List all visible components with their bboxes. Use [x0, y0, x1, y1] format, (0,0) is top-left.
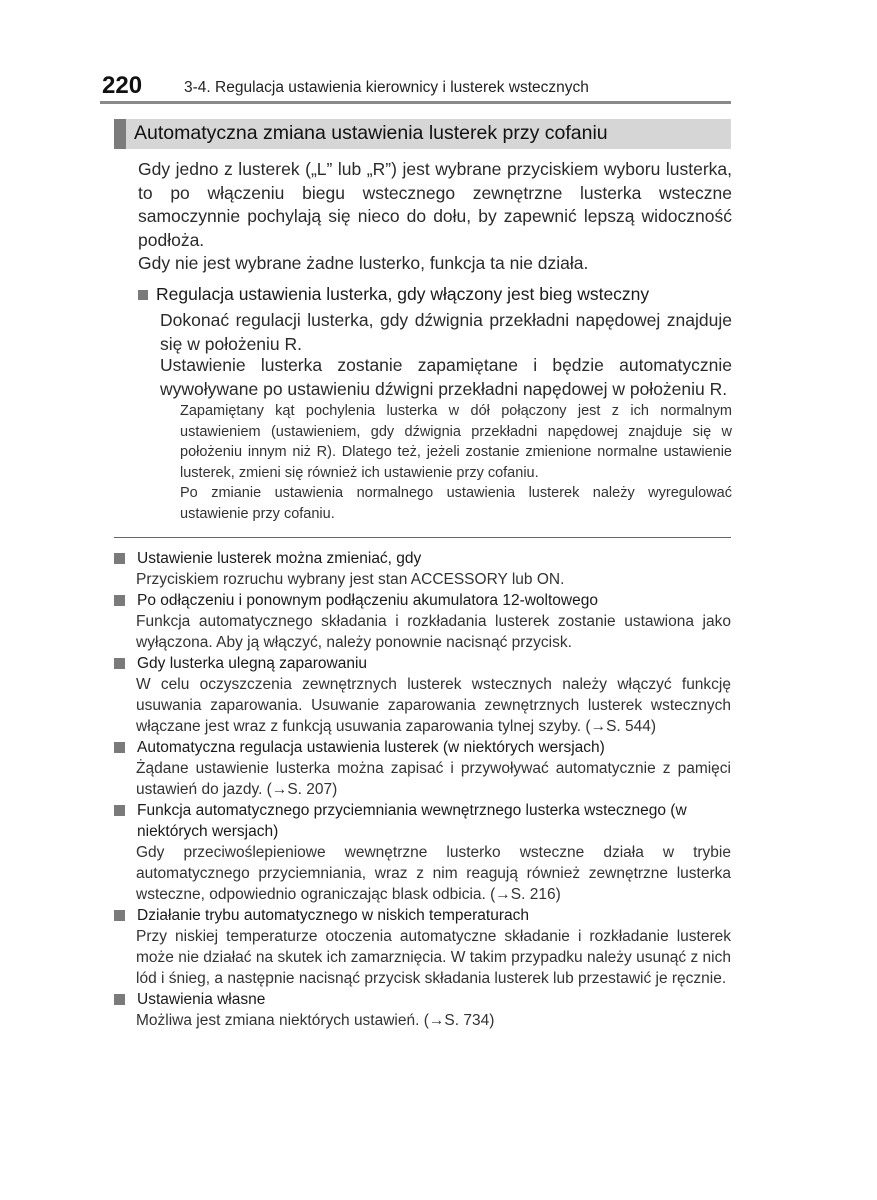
subheading-text: Regulacja ustawienia lusterka, gdy włączony jest bieg wsteczny	[156, 284, 650, 304]
square-bullet-icon	[114, 910, 125, 921]
info-item	[114, 989, 731, 1031]
item-title: Po odłączeniu i ponownym podłączeniu akumulatora 12-woltowego	[137, 592, 598, 609]
intro-paragraph-2: Gdy nie jest wybrane żadne lusterko, funkcja ta nie działa.	[138, 253, 589, 273]
info-items	[114, 548, 731, 1031]
page-header	[100, 72, 730, 98]
section-title: Automatyczna zmiana ustawienia lusterek przy cofaniu	[134, 122, 608, 144]
square-bullet-icon	[114, 805, 125, 816]
page-number: 220	[102, 72, 143, 99]
intro-paragraph: Gdy jedno z lusterek („L” lub „R”) jest wybrane przyciskiem wyboru lusterka, to po włączeniu biegu wstecznego zewnętrzne lusterka wsteczne samoczynnie pochylają się nieco do dołu, by zapewnić lepszą widoczność podłoża.	[138, 159, 732, 250]
info-item	[114, 548, 731, 590]
item-title: Ustawienia własne	[137, 991, 266, 1008]
item-title: Gdy lusterka ulegną zaparowaniu	[137, 655, 368, 672]
item-body: Funkcja automatycznego składania i rozkładania lusterek zostanie ustawiona jako wyłączona. Aby ją włączyć, należy ponownie nacisnąć przycisk.	[136, 613, 731, 651]
subheading	[138, 284, 649, 305]
item-title: Funkcja automatycznego przyciemniania wewnętrznego lusterka wstecznego (w niektórych wersjach)	[137, 802, 687, 840]
sub-paragraph-2: Ustawienie lusterka zostanie zapamiętane i będzie automatycznie wywoływane po ustawieniu dźwigni przekładni napędowej w położeniu R.	[160, 355, 732, 399]
note-block	[180, 401, 732, 524]
square-bullet-icon	[114, 742, 125, 753]
square-bullet-icon	[114, 994, 125, 1005]
square-bullet-icon	[114, 553, 125, 564]
section-divider	[114, 537, 731, 538]
info-item	[114, 653, 731, 737]
item-body: Możliwa jest zmiana niektórych ustawień. (→S. 734)	[136, 1012, 495, 1029]
header-rule	[100, 101, 731, 104]
info-item	[114, 590, 731, 653]
info-item	[114, 800, 731, 905]
item-title: Automatyczna regulacja ustawienia lusterek (w niektórych wersjach)	[137, 739, 605, 756]
item-body: W celu oczyszczenia zewnętrznych lusterek wstecznych należy włączyć funkcję usuwania zaparowania. Usuwanie zaparowania zewnętrznych lusterek wstecznych włączane jest wraz z funkcją usuwania zaparowania tylnej szyby. (→S. 544)	[136, 676, 731, 735]
note-paragraph-2: Po zmianie ustawienia normalnego ustawienia lusterek należy wyregulować ustawienie przy cofaniu.	[180, 485, 732, 522]
section-heading-bar	[114, 119, 126, 149]
item-title: Działanie trybu automatycznego w niskich temperaturach	[137, 907, 529, 924]
item-body: Przy niskiej temperaturze otoczenia automatyczne składanie i rozkładanie lusterek może nie działać na skutek ich zamarznięcia. W takim przypadku należy usunąć z nich lód i śnieg, a następnie nacisnąć przycisk składania lusterek lub przestawić je ręcznie.	[136, 928, 731, 987]
square-bullet-icon	[114, 658, 125, 669]
info-item	[114, 737, 731, 800]
sub-paragraph-1: Dokonać regulacji lusterka, gdy dźwignia przekładni napędowej znajduje się w położeniu R.	[160, 310, 732, 354]
item-body: Gdy przeciwoślepieniowe wewnętrzne lusterko wsteczne działa w trybie automatycznego przyciemniania, wraz z nim reagują również zewnętrzne lusterka wsteczne, odpowiednio ograniczając blask odbicia. (→S. 216)	[136, 844, 731, 903]
item-body: Przyciskiem rozruchu wybrany jest stan ACCESSORY lub ON.	[136, 571, 565, 588]
item-body: Żądane ustawienie lusterka można zapisać i przywoływać automatycznie z pamięci ustawień do jazdy. (→S. 207)	[136, 760, 731, 798]
chapter-title: 3-4. Regulacja ustawienia kierownicy i lusterek wstecznych	[184, 79, 589, 96]
square-bullet-icon	[138, 290, 148, 300]
item-title: Ustawienie lusterek można zmieniać, gdy	[137, 550, 422, 567]
note-paragraph-1: Zapamiętany kąt pochylenia lusterka w dół połączony jest z ich normalnym ustawieniem (ustawieniem, gdy dźwignia przekładni napędowej znajduje się w położeniu innym niż R). Dlatego też, jeżeli zostanie zmienione normalne ustawienie lusterek, zmieni się również ich ustawienie przy cofaniu.	[180, 403, 732, 481]
info-item	[114, 905, 731, 989]
square-bullet-icon	[114, 595, 125, 606]
section-heading-box	[114, 119, 731, 149]
